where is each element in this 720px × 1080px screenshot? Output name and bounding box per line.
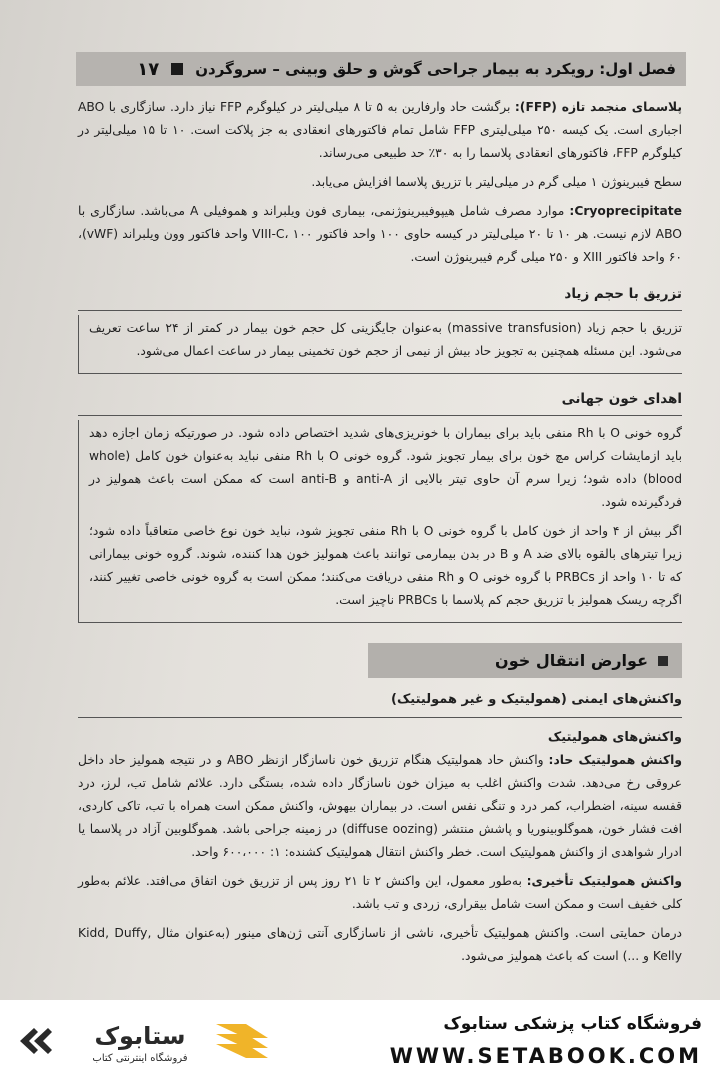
universal-donor-box [78,420,682,623]
acute-hemolytic-term: واکنش همولیتیک حاد: [548,753,683,767]
store-footer [0,1000,720,1080]
fibrinogen-line: سطح فیبرینوژن ۱ میلی گرم در میلی‌لیتر با تزریق پلاسما افزایش می‌یابد. [311,175,682,189]
acute-hemolytic-text: واکنش حاد همولیتیک هنگام تزریق خون ناسازگار ازنظر ABO و در نتیجه همولیز حاد داخل عروقی رخ می‌دهد. شدت واکنش اغلب به میزان خون ناسازگار داده شده، بستگی دارد. علائم شامل تب، لرز، درد قفسه سینه، اضطراب، کمر درد و تنگی نفس است. در بیماران بیهوش، واکنش ممکن است همراه با تب، تاکی کاردی، افت فشار خون، هموگلوبینوریا و پاشش منتشر (diffuse oozing) در زمینه جراحی باشد. هموگلوبین آزاد در پلاسما یا ادرار شواهدی از واکنش همولیتیک است. خطر واکنش انتقال همولیتیک کشنده: ۱: ۶۰۰،۰۰۰ واحد. [78,753,683,859]
complications-heading-row [78,643,682,678]
acute-hemolytic-paragraph [78,749,682,864]
delayed-hemolytic-text: به‌طور معمول، این واکنش ۲ تا ۲۱ روز پس از تزریق خون اتفاق می‌افتد. علائم به‌طور کلی خفیف است و ممکن است شامل بیقراری، زردی و تب باشد. [78,874,682,911]
ffp-term: پلاسمای منجمد تازه (FFP): [514,100,682,114]
delayed-hemolytic-paragraph-2: درمان حمایتی است. واکنش همولیتیک تأخیری، ناشی از ناسازگاری آنتی ژن‌های مینور (به‌عنوان مثال Kidd, Duffy, Kelly و ...) است که باعث همولیز می‌شود. [78,926,682,963]
cryo-term: Cryoprecipitate: [569,204,682,218]
immune-reactions-heading: واکنش‌های ایمنی (همولیتیک و غیر همولیتیک) [78,688,682,718]
setabook-logo[interactable] [20,1016,275,1066]
complications-heading-text: عوارض انتقال خون [495,651,648,670]
store-url-link[interactable]: WWW.SETABOOK.COM [389,1044,702,1068]
massive-transfusion-heading: تزریق با حجم زیاد [78,283,682,311]
chapter-header [76,52,686,86]
store-name: فروشگاه کتاب پزشکی ستابوک [443,1014,702,1034]
delayed-hemolytic-paragraph [78,870,682,916]
logo-text: ستابوک [94,1022,186,1050]
ffp-paragraph [78,96,682,165]
section-square-icon [658,656,668,666]
page-content [78,96,682,974]
universal-donor-p1: گروه خونی O با Rh منفی باید برای بیماران با خونریزی‌های شدید اختصاص داده شود. در صورتیکه زمان اجازه دهد باید ازمایشات کراس مچ خون برای بیمار تجویز شود. گروه خونی O با Rh منفی نباید به‌عنوان خون کامل (whole blood) داده شود؛ زیرا سرم آن حاوی تیتر بالایی از anti-A و anti-B است که ممکن است باعث همولیز در فردگیرنده شود. [89,426,682,509]
logo-subtext: فروشگاه اینترنتی کتاب [92,1053,188,1064]
ffp-text: برگشت حاد وارفارین به ۵ تا ۸ میلی‌لیتر در کیلوگرم FFP نیاز دارد. سازگاری با ABO اجباری است. یک کیسه ۲۵۰ میلی‌لیتری FFP شامل تمام فاکتورهای انعقادی به جز پلاکت است. ۱۰ تا ۱۵ میلی‌لیتر در کیلوگرم FFP، فاکتورهای انعقادی پلاسما را به ۳۰٪ حد طبیعی می‌رساند. [78,100,682,160]
delayed-hemolytic-term: واکنش همولیتیک تأخیری: [526,874,682,888]
hemolytic-reactions-heading: واکنش‌های همولیتیک [547,730,682,745]
cryo-text: موارد مصرف شامل هیپوفیبرینوژنمی، بیماری فون ویلبراند و هموفیلی A می‌باشد. سازگاری با ABO لازم نیست. هر ۱۰ تا ۲۰ میلی‌لیتر در کیسه حاوی ۱۰۰ واحد فاکتور VIII-C، ۱۰۰ واحد فاکتور وون ویلبراند (vWF)، ۶۰ واحد فاکتور XIII و ۲۵۰ میلی گرم فیبرینوژن است. [78,204,682,264]
chapter-title: فصل اول: رویکرد به بیمار جراحی گوش و حلق وبینی – سروگردن [195,60,676,78]
cryo-paragraph [78,200,682,269]
complications-heading [368,643,682,678]
header-square-icon [171,63,183,75]
massive-transfusion-text: تزریق با حجم زیاد (massive transfusion) به‌عنوان جایگزینی کل حجم خون بیمار در کمتر از ۲۴ ساعت تعریف می‌شود. این مسئله همچنین به تجویز حاد بیش از نیمی از حجم خون تخمینی بیمار در ساعت اعمال می‌شود. [89,321,683,358]
universal-donor-heading: اهدای خون جهانی [78,388,682,416]
massive-transfusion-box [78,315,682,374]
page-number: ۱۷ [137,58,160,80]
universal-donor-p2: اگر بیش از ۴ واحد از خون کامل با گروه خونی O با Rh منفی تجویز شود، نباید خون نوع خاصی متعاقباً داده شود؛ زیرا تیترهای بالقوه بالای ضد A و B در بدن بیمارمی توانند باعث همولیز خون هدا کننده، شوند. گروه خونی بیمارانی که تا ۱۰ واحد از PRBCs با گروه خونی O و Rh منفی دریافت می‌کنند؛ ممکن است به گروه خونی خاصی تغییر کنند، اگرچه ریسک همولیز با تزریق حجم کم پلاسما با PRBCs ناچیز است. [89,524,682,607]
